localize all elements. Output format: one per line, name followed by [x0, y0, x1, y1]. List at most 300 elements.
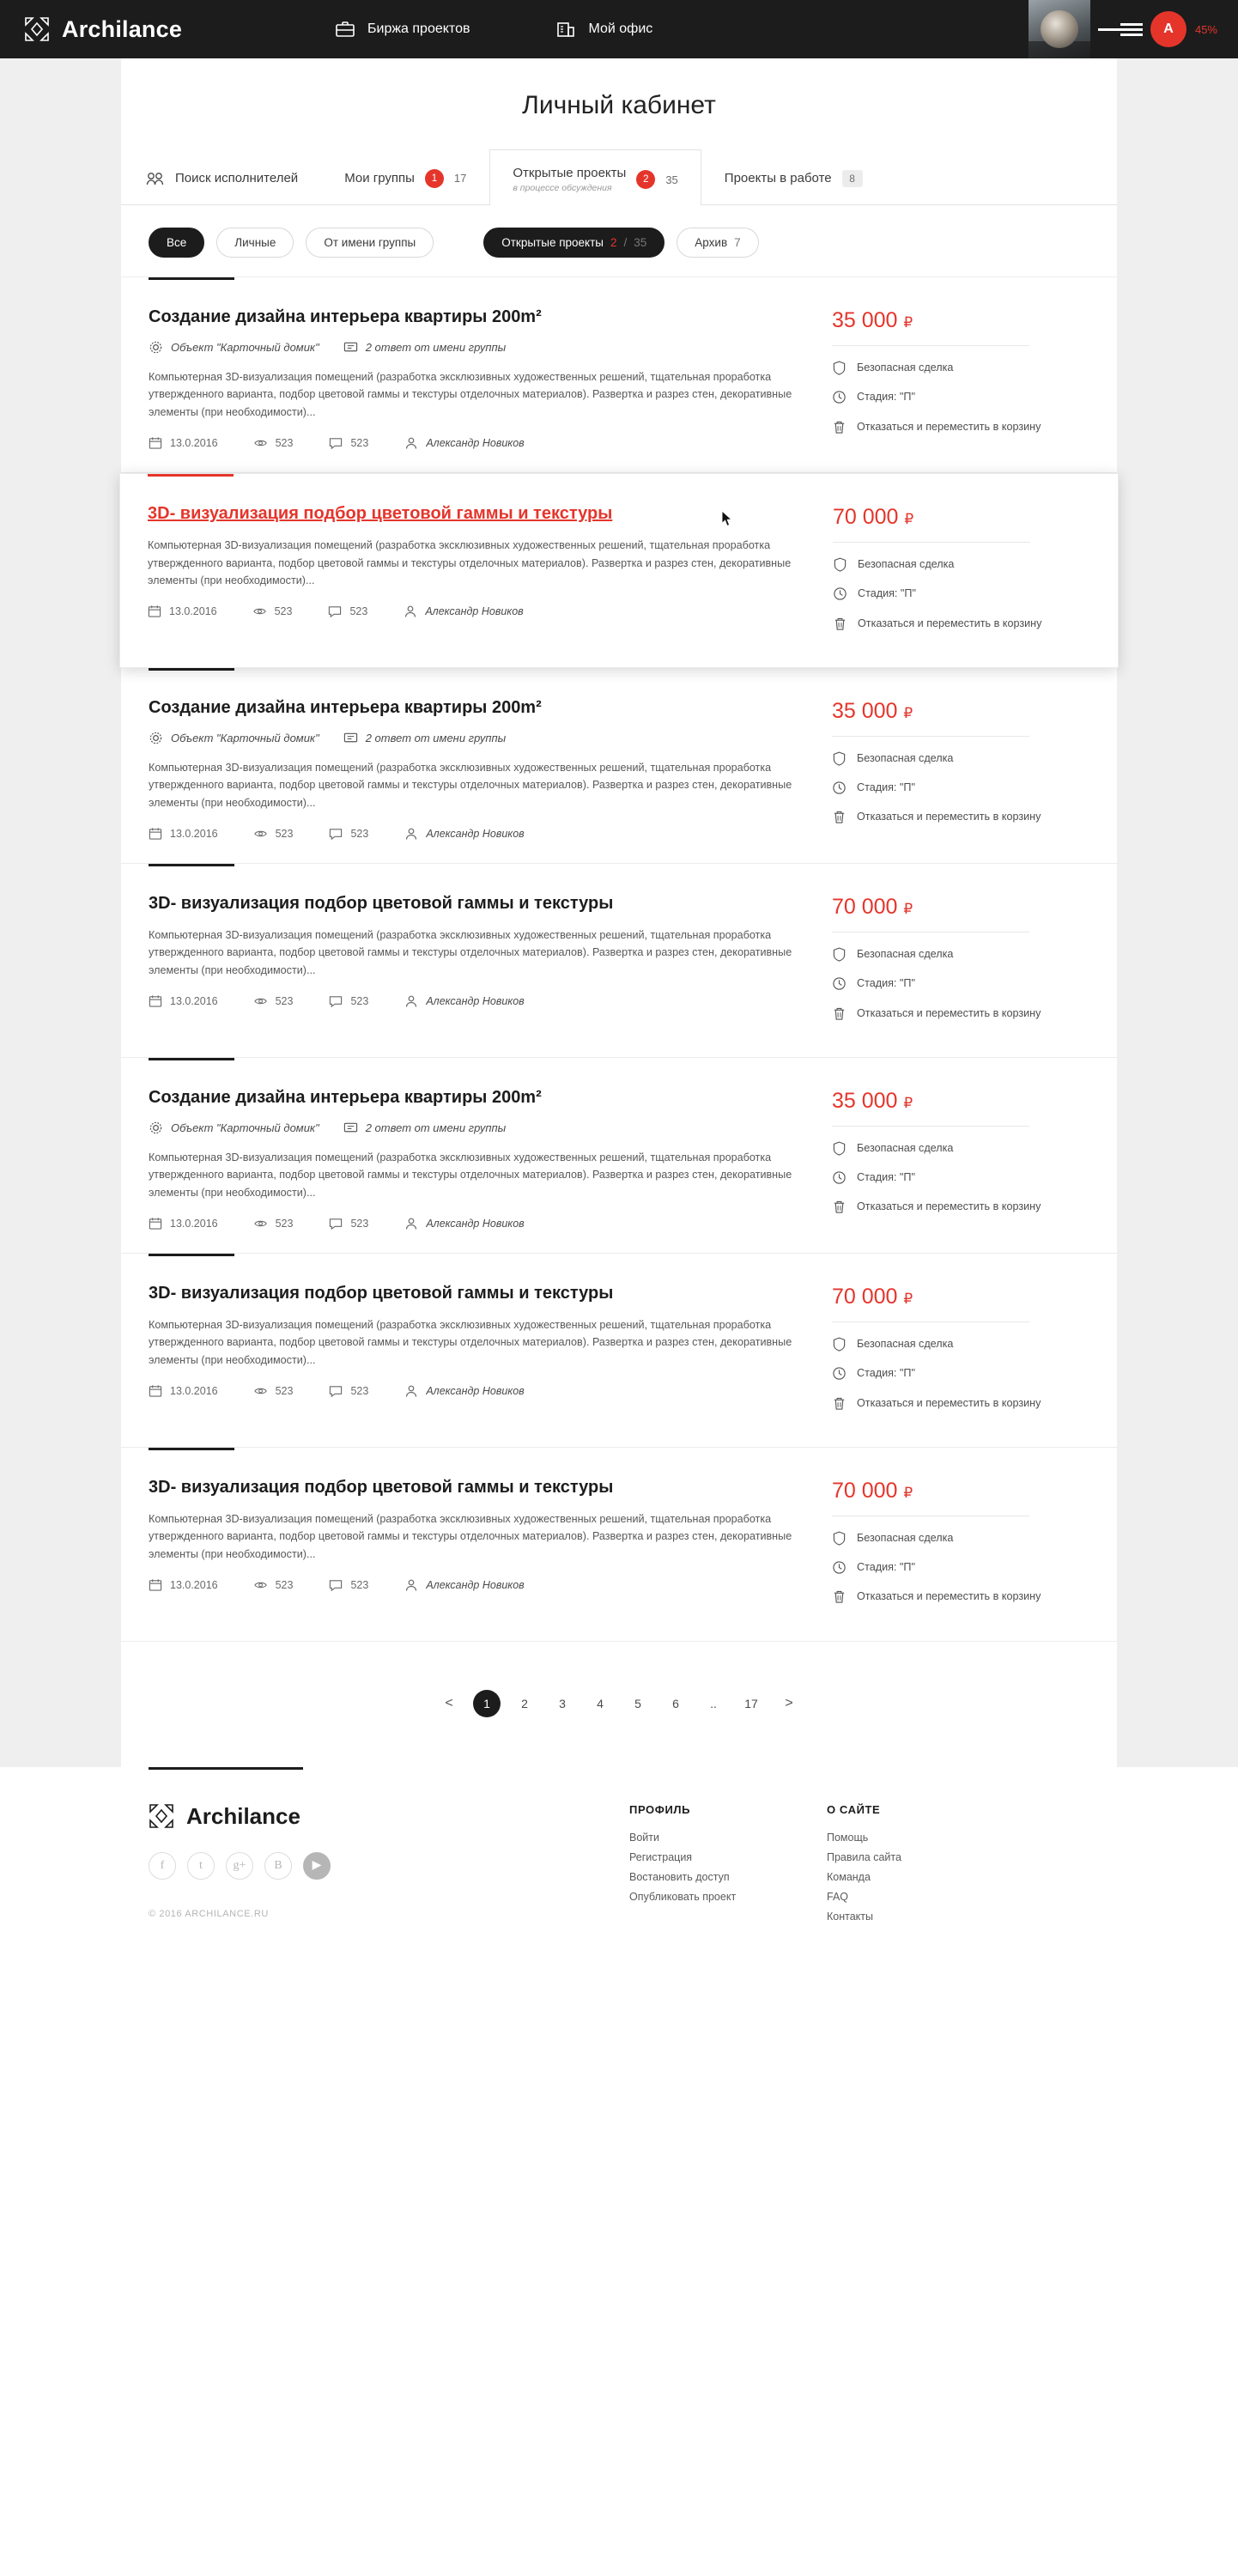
- card-date-value: 13.0.2016: [170, 1218, 218, 1230]
- card-meta-row: [149, 340, 806, 355]
- user-icon: [404, 827, 418, 841]
- card-safe-deal[interactable]: [832, 1336, 1089, 1352]
- card-date: [149, 994, 218, 1008]
- card-views-value: 523: [275, 1218, 294, 1230]
- trash-icon: [832, 810, 847, 824]
- card-views-value: 523: [275, 437, 294, 450]
- social-youtube-icon[interactable]: ▶: [303, 1852, 331, 1880]
- group-answer-icon: [343, 1121, 358, 1135]
- comment-icon: [329, 436, 343, 450]
- nav-item-office-label: Мой офис: [588, 21, 653, 36]
- card-comments-value: 523: [350, 995, 369, 1008]
- card-reject-label: Отказаться и переместить в корзину: [857, 811, 1041, 823]
- currency-symbol: ₽: [903, 1291, 913, 1308]
- trash-icon: [832, 420, 847, 434]
- card-author-name: Александр Новиков: [426, 1218, 525, 1230]
- card-description: Компьютерная 3D-визуализация помещений (разработка эксклюзивных художественных решений, тщательная проработка утвержденного варианта, подбор цветовой гаммы и текстуры отделочных материалов). Развертка и разрез стен, декоративные элементы (при необходимости)...: [149, 761, 792, 809]
- footer-link-0-3[interactable]: Опубликовать проект: [629, 1890, 737, 1903]
- card-comments-value: 523: [349, 605, 368, 618]
- footer-link-1-4[interactable]: Контакты: [827, 1910, 873, 1923]
- card-safe-deal-label: Безопасная сделка: [858, 558, 955, 571]
- card-safe-deal-label: Безопасная сделка: [857, 1531, 954, 1544]
- card-date-value: 13.0.2016: [170, 437, 218, 450]
- card-stage: [832, 1559, 1089, 1575]
- tab-search-performers[interactable]: [123, 149, 321, 204]
- card-safe-deal-label: Безопасная сделка: [857, 361, 954, 374]
- card-side-divider: [832, 345, 1029, 346]
- pagination: [121, 1642, 1117, 1767]
- comment-icon: [329, 994, 343, 1008]
- card-comments-value: 523: [350, 437, 369, 450]
- project-card[interactable]: [121, 864, 1117, 1058]
- tab-my-groups-count: 17: [453, 172, 467, 185]
- card-accent-bar: [149, 1254, 234, 1256]
- top-navigation: [335, 21, 652, 38]
- eye-icon: [254, 1578, 268, 1592]
- user-icon: [404, 605, 417, 618]
- card-description: Компьютерная 3D-визуализация помещений (разработка эксклюзивных художественных решений, тщательная проработка утвержденного варианта, подбор цветовой гаммы и текстуры отделочных материалов). Развертка и разрез стен, декоративные элементы (при необходимости)...: [149, 929, 792, 976]
- card-stage-label: Стадия: "П": [857, 1561, 915, 1574]
- tab-open-projects-sub: в процессе обсуждения: [513, 183, 612, 193]
- briefcase-icon: [335, 21, 355, 38]
- card-object-label: Объект "Карточный домик": [171, 341, 319, 354]
- card-reject-label: Отказаться и переместить в корзину: [857, 1200, 1041, 1213]
- social-facebook-icon[interactable]: f: [149, 1852, 176, 1880]
- card-stage-label: Стадия: "П": [857, 391, 915, 404]
- filter-open-projects-label: Открытые проекты: [501, 236, 604, 249]
- user-icon: [404, 1384, 418, 1398]
- user-icon: [404, 1217, 418, 1230]
- eye-icon: [254, 1384, 268, 1398]
- card-safe-deal-label: Безопасная сделка: [857, 751, 954, 764]
- card-date-value: 13.0.2016: [170, 1578, 218, 1591]
- card-comments: [329, 436, 368, 450]
- card-safe-deal[interactable]: [832, 360, 1089, 375]
- card-comments-value: 523: [350, 1385, 369, 1398]
- main-tabs: [121, 149, 1117, 205]
- card-accent-bar: [149, 1448, 234, 1450]
- card-side: [832, 307, 1089, 450]
- card-comments: [329, 1384, 368, 1398]
- calendar-icon: [149, 827, 162, 841]
- calendar-icon: [149, 436, 162, 450]
- filter-from-group[interactable]: [306, 228, 434, 258]
- card-author-name: Александр Новиков: [426, 437, 525, 450]
- card-author[interactable]: [404, 1578, 524, 1592]
- card-stats: [149, 436, 806, 450]
- shield-icon: [832, 361, 847, 375]
- card-reject[interactable]: [832, 419, 1089, 434]
- calendar-icon: [149, 994, 162, 1008]
- clock-icon: [832, 976, 847, 991]
- tab-my-groups[interactable]: [321, 149, 489, 204]
- currency-symbol: ₽: [903, 901, 913, 918]
- footer-column-profile: [629, 1803, 827, 1930]
- card-title[interactable]: 3D- визуализация подбор цветовой гаммы и текстуры: [148, 504, 613, 524]
- card-author[interactable]: [404, 436, 524, 450]
- card-stage: [833, 586, 1090, 601]
- eye-icon: [253, 605, 267, 618]
- card-side: [832, 1477, 1089, 1619]
- currency-symbol: ₽: [903, 1484, 913, 1501]
- page-background: [0, 58, 1238, 1990]
- calendar-icon: [149, 1217, 162, 1230]
- card-author-name: Александр Новиков: [426, 995, 525, 1008]
- card-author[interactable]: [404, 994, 524, 1008]
- card-title[interactable]: Создание дизайна интерьера квартиры 200m²: [149, 697, 542, 717]
- trash-icon: [833, 617, 847, 631]
- nav-item-office[interactable]: [555, 21, 652, 38]
- card-side: [833, 503, 1090, 645]
- card-main: [149, 697, 815, 841]
- card-comments: [329, 1578, 368, 1592]
- card-reject[interactable]: [832, 1395, 1089, 1411]
- search-people-icon: [146, 171, 165, 186]
- calendar-icon: [149, 1578, 162, 1592]
- card-date: [149, 827, 218, 841]
- card-main: [149, 1087, 815, 1230]
- filter-archive-label: Архив: [695, 236, 728, 249]
- card-views: [254, 1217, 294, 1230]
- card-price: 70 000 ₽: [832, 1285, 913, 1309]
- archilance-logo-icon: [24, 16, 50, 42]
- card-price: 35 000 ₽: [832, 1088, 913, 1113]
- card-group-answer-label: 2 ответ от имени группы: [365, 341, 507, 354]
- card-accent-bar: [149, 864, 234, 866]
- clock-icon: [832, 390, 847, 404]
- tab-projects-in-work[interactable]: [701, 149, 886, 204]
- footer-profile-heading: ПРОФИЛЬ: [629, 1802, 691, 1816]
- filter-personal-label: Личные: [234, 236, 276, 249]
- comment-icon: [329, 1384, 343, 1398]
- card-main: [149, 307, 815, 450]
- filter-personal[interactable]: [216, 228, 294, 258]
- eye-icon: [254, 436, 268, 450]
- card-author-name: Александр Новиков: [425, 605, 524, 618]
- pagination-page-17[interactable]: 17: [744, 1696, 758, 1710]
- card-safe-deal[interactable]: [832, 750, 1089, 766]
- card-views-value: 523: [275, 995, 294, 1008]
- card-reject[interactable]: [832, 809, 1089, 824]
- currency-symbol: ₽: [903, 314, 913, 331]
- social-behance-icon[interactable]: B: [264, 1852, 292, 1880]
- card-views: [253, 605, 293, 618]
- pagination-prev[interactable]: <: [445, 1695, 453, 1710]
- card-description: Компьютерная 3D-визуализация помещений (разработка эксклюзивных художественных решений, тщательная проработка утвержденного варианта, подбор цветовой гаммы и текстуры отделочных материалов). Развертка и разрез стен, декоративные элементы (при необходимости)...: [148, 539, 792, 586]
- trash-icon: [832, 1396, 847, 1411]
- card-author-name: Александр Новиков: [426, 1578, 525, 1591]
- calendar-icon: [148, 605, 161, 618]
- tab-open-projects[interactable]: [489, 149, 701, 205]
- card-reject-label: Отказаться и переместить в корзину: [857, 1396, 1041, 1409]
- card-stage: [832, 389, 1089, 404]
- archilance-logo-icon: [149, 1803, 174, 1829]
- footer-link-1-1[interactable]: Правила сайта: [827, 1850, 901, 1863]
- card-safe-deal[interactable]: [833, 556, 1090, 572]
- card-group-answer-label: 2 ответ от имени группы: [365, 731, 507, 744]
- nav-item-exchange-label: Биржа проектов: [367, 21, 470, 36]
- card-stage-label: Стадия: "П": [857, 1367, 915, 1380]
- card-stage: [832, 1170, 1089, 1185]
- card-main: [148, 503, 816, 645]
- card-safe-deal[interactable]: [832, 1530, 1089, 1546]
- card-main: [149, 893, 815, 1035]
- shield-icon: [832, 1531, 847, 1546]
- card-comments-value: 523: [350, 1218, 369, 1230]
- card-accent-bar: [149, 277, 234, 280]
- card-object: [149, 340, 319, 355]
- social-google-plus-icon[interactable]: g+: [226, 1852, 253, 1880]
- card-safe-deal[interactable]: [832, 946, 1089, 962]
- card-comments: [329, 994, 368, 1008]
- card-stats: [149, 1578, 806, 1592]
- card-comments: [328, 605, 367, 618]
- project-list: [121, 277, 1117, 1642]
- clock-icon: [833, 586, 847, 601]
- card-date: [149, 1384, 218, 1398]
- filter-archive[interactable]: [677, 228, 758, 258]
- card-stage: [832, 975, 1089, 991]
- card-views: [254, 436, 294, 450]
- card-side: [832, 1283, 1089, 1425]
- comment-icon: [328, 605, 342, 618]
- avatar[interactable]: A: [1150, 11, 1186, 47]
- pagination-page-1[interactable]: 1: [473, 1690, 501, 1717]
- tab-projects-in-work-count: 8: [842, 170, 863, 187]
- card-reject-label: Отказаться и переместить в корзину: [858, 617, 1042, 629]
- card-author[interactable]: [404, 827, 524, 841]
- card-group-answer: [343, 340, 507, 355]
- card-title[interactable]: Создание дизайна интерьера квартиры 200m²: [149, 1087, 542, 1107]
- footer-link-1-0[interactable]: Помощь: [827, 1831, 869, 1844]
- project-card[interactable]: [121, 1448, 1117, 1642]
- footer-brand-column: [149, 1803, 629, 1930]
- gear-icon: [149, 1121, 163, 1135]
- pagination-page-4[interactable]: 4: [597, 1696, 604, 1710]
- card-views-value: 523: [275, 1578, 294, 1591]
- card-views: [254, 827, 294, 841]
- card-side: [832, 893, 1089, 1035]
- card-title[interactable]: 3D- визуализация подбор цветовой гаммы и текстуры: [149, 894, 614, 914]
- tab-projects-in-work-label: Проекты в работе: [724, 171, 832, 185]
- footer-about-heading: О САЙТЕ: [827, 1802, 881, 1816]
- card-views: [254, 1578, 294, 1592]
- card-title[interactable]: Создание дизайна интерьера квартиры 200m²: [149, 307, 542, 326]
- filter-from-group-label: От имени группы: [324, 236, 416, 249]
- footer-brand-name: Archilance: [186, 1802, 300, 1829]
- card-date: [149, 436, 218, 450]
- pagination-page-6[interactable]: 6: [672, 1696, 679, 1710]
- tab-search-performers-label: Поиск исполнителей: [175, 171, 299, 185]
- footer-link-0-1[interactable]: Регистрация: [629, 1850, 693, 1863]
- card-stage-label: Стадия: "П": [858, 587, 916, 600]
- card-stage-label: Стадия: "П": [857, 781, 915, 794]
- card-stage-label: Стадия: "П": [857, 977, 915, 990]
- card-main: [149, 1283, 815, 1425]
- card-date: [148, 605, 217, 618]
- shield-icon: [833, 557, 847, 572]
- copyright: © 2016 ARCHILANCE.RU: [149, 1908, 269, 1919]
- trash-icon: [832, 1006, 847, 1021]
- eye-icon: [254, 1217, 268, 1230]
- card-comments-value: 523: [350, 828, 369, 841]
- pagination-page-3[interactable]: 3: [559, 1696, 566, 1710]
- social-twitter-icon[interactable]: t: [187, 1852, 215, 1880]
- pagination-page-2[interactable]: 2: [521, 1696, 528, 1710]
- tab-open-projects-count: 35: [665, 173, 678, 186]
- card-date-value: 13.0.2016: [170, 828, 218, 841]
- footer-column-about: [827, 1803, 1024, 1930]
- filter-all[interactable]: [149, 228, 204, 258]
- card-description: Компьютерная 3D-визуализация помещений (разработка эксклюзивных художественных решений, тщательная проработка утвержденного варианта, подбор цветовой гаммы и текстуры отделочных материалов). Развертка и разрез стен, декоративные элементы (при необходимости)...: [149, 371, 792, 418]
- pagination-next[interactable]: >: [785, 1695, 793, 1710]
- footer-link-1-3[interactable]: FAQ: [827, 1890, 849, 1903]
- profile-completion-percent: 45%: [1194, 22, 1217, 36]
- card-meta-row: [149, 731, 806, 745]
- eye-icon: [254, 994, 268, 1008]
- card-price: 35 000 ₽: [832, 698, 913, 723]
- tab-open-projects-badge: 2: [636, 170, 655, 189]
- card-description: Компьютерная 3D-визуализация помещений (разработка эксклюзивных художественных решений, тщательная проработка утвержденного варианта, подбор цветовой гаммы и текстуры отделочных материалов). Развертка и разрез стен, декоративные элементы (при необходимости)...: [149, 1151, 792, 1199]
- card-date-value: 13.0.2016: [170, 995, 218, 1008]
- gear-icon: [149, 340, 163, 355]
- card-main: [149, 1477, 815, 1619]
- shield-icon: [832, 947, 847, 962]
- card-side-divider: [833, 542, 1030, 543]
- clock-icon: [832, 781, 847, 795]
- card-reject[interactable]: [832, 1589, 1089, 1604]
- card-price: 70 000 ₽: [832, 1478, 913, 1503]
- tab-my-groups-label: Мои группы: [344, 171, 415, 185]
- header-right-area: [1029, 0, 1238, 58]
- card-description: Компьютерная 3D-визуализация помещений (разработка эксклюзивных художественных решений, тщательная проработка утвержденного варианта, подбор цветовой гаммы и текстуры отделочных материалов). Развертка и разрез стен, декоративные элементы (при необходимости)...: [149, 1319, 792, 1366]
- card-stage: [832, 1365, 1089, 1381]
- card-stage-label: Стадия: "П": [857, 1171, 915, 1184]
- card-author[interactable]: [404, 1217, 524, 1230]
- card-stats: [148, 605, 807, 618]
- card-date-value: 13.0.2016: [170, 1385, 218, 1398]
- project-card[interactable]: [121, 1058, 1117, 1254]
- shield-icon: [832, 1141, 847, 1156]
- card-views: [254, 994, 294, 1008]
- card-comments: [329, 827, 368, 841]
- card-reject-label: Отказаться и переместить в корзину: [857, 420, 1041, 433]
- card-author[interactable]: [404, 605, 523, 618]
- card-price: 70 000 ₽: [833, 505, 914, 530]
- card-title[interactable]: 3D- визуализация подбор цветовой гаммы и текстуры: [149, 1477, 614, 1497]
- project-card[interactable]: [121, 1254, 1117, 1448]
- office-icon: [555, 21, 576, 38]
- group-answer-icon: [343, 731, 358, 745]
- footer-link-1-2[interactable]: Команда: [827, 1870, 871, 1883]
- card-safe-deal-label: Безопасная сделка: [857, 948, 954, 961]
- footer: [121, 1767, 1117, 1956]
- card-side-divider: [832, 932, 1029, 933]
- tab-open-projects-label: Открытые проекты: [513, 166, 627, 180]
- user-icon: [404, 994, 418, 1008]
- card-title[interactable]: 3D- визуализация подбор цветовой гаммы и текстуры: [149, 1284, 614, 1303]
- comment-icon: [329, 1578, 343, 1592]
- user-icon: [404, 1578, 418, 1592]
- card-reject[interactable]: [833, 616, 1090, 631]
- filter-open-count-sep: /: [623, 236, 628, 249]
- page-title: Личный кабинет: [121, 58, 1117, 149]
- card-views-value: 523: [275, 828, 294, 841]
- card-side-divider: [832, 736, 1029, 737]
- footer-about-links: [827, 1832, 1024, 1923]
- filter-open-projects[interactable]: [483, 228, 665, 258]
- user-icon: [404, 436, 418, 450]
- card-object-label: Объект "Карточный домик": [171, 731, 319, 744]
- filter-all-label: Все: [167, 236, 187, 249]
- card-price: 70 000 ₽: [832, 895, 913, 920]
- filter-open-count-red: 2: [610, 236, 617, 249]
- card-safe-deal[interactable]: [832, 1140, 1089, 1156]
- footer-brand[interactable]: [149, 1803, 629, 1830]
- tab-my-groups-badge: 1: [425, 169, 444, 188]
- avatar-area[interactable]: [1150, 11, 1238, 47]
- footer-link-0-0[interactable]: Войти: [629, 1831, 659, 1844]
- card-views: [254, 1384, 294, 1398]
- card-side: [832, 1087, 1089, 1230]
- group-answer-icon: [343, 340, 358, 355]
- pagination-page-5[interactable]: 5: [634, 1696, 641, 1710]
- card-safe-deal-label: Безопасная сделка: [857, 1338, 954, 1351]
- card-date-value: 13.0.2016: [169, 605, 217, 618]
- page-container: [121, 58, 1117, 1767]
- project-card[interactable]: [119, 473, 1119, 668]
- card-description: Компьютерная 3D-визуализация помещений (разработка эксклюзивных художественных решений, тщательная проработка утвержденного варианта, подбор цветовой гаммы и текстуры отделочных материалов). Развертка и разрез стен, декоративные элементы (при необходимости)...: [149, 1512, 792, 1560]
- top-header-bar: [0, 0, 1238, 58]
- user-photo[interactable]: [1029, 0, 1090, 58]
- filter-bar: [121, 205, 1117, 277]
- card-accent-bar: [148, 474, 234, 477]
- card-safe-deal-label: Безопасная сделка: [857, 1141, 954, 1154]
- card-reject-label: Отказаться и переместить в корзину: [857, 1006, 1041, 1019]
- clock-icon: [832, 1366, 847, 1381]
- clock-icon: [832, 1170, 847, 1185]
- nav-item-exchange[interactable]: [335, 21, 470, 38]
- card-stats: [149, 1217, 806, 1230]
- menu-burger-icon[interactable]: [1090, 0, 1150, 58]
- footer-wrapper: [0, 1767, 1238, 1990]
- card-stats: [149, 827, 806, 841]
- project-card[interactable]: [121, 668, 1117, 864]
- currency-symbol: ₽: [903, 1094, 913, 1111]
- card-author[interactable]: [404, 1384, 524, 1398]
- comment-icon: [329, 1217, 343, 1230]
- card-author-name: Александр Новиков: [426, 1385, 525, 1398]
- card-reject[interactable]: [832, 1199, 1089, 1214]
- filter-archive-count: 7: [734, 236, 741, 249]
- card-meta-row: [149, 1121, 806, 1135]
- trash-icon: [832, 1200, 847, 1214]
- card-accent-bar: [149, 1058, 234, 1060]
- card-accent-bar: [149, 668, 234, 671]
- card-stage: [832, 780, 1089, 795]
- shield-icon: [832, 1337, 847, 1352]
- project-card[interactable]: [121, 277, 1117, 473]
- card-group-answer-label: 2 ответ от имени группы: [365, 1121, 507, 1134]
- card-stats: [149, 994, 806, 1008]
- card-reject[interactable]: [832, 1005, 1089, 1021]
- footer-link-0-2[interactable]: Востановить доступ: [629, 1870, 730, 1883]
- brand-logo-area[interactable]: [0, 16, 335, 43]
- card-group-answer: [343, 1121, 507, 1135]
- card-date: [149, 1578, 218, 1592]
- card-comments-value: 523: [350, 1578, 369, 1591]
- currency-symbol: ₽: [903, 704, 913, 721]
